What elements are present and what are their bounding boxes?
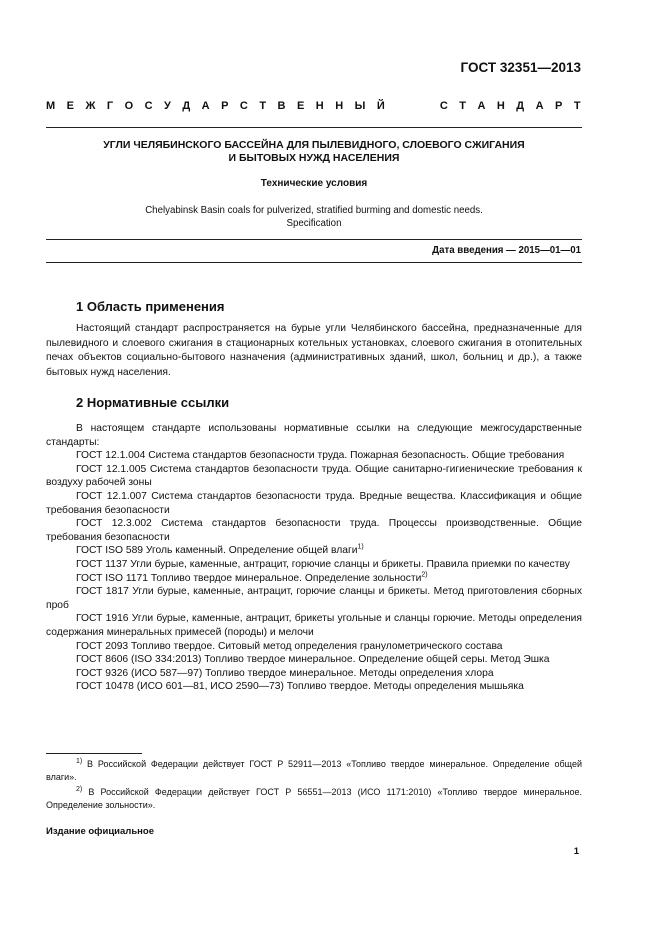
reference-item: ГОСТ 10478 (ИСО 601—81, ИСО 2590—73) Топливо твердое. Методы определения мышьяка [76,681,524,693]
banner-letter: Е [296,100,305,112]
reference-item: ГОСТ 1817 Угли бурые, каменные, антрацит, горючие сланцы и брикеты. Метод приготовления сборных проб [46,586,582,611]
banner-letter: Р [555,100,563,112]
banner-letter: В [277,100,286,112]
footnote-2-mark: 2) [76,786,83,793]
title-line-2: И БЫТОВЫХ НУЖД НАСЕЛЕНИЯ [228,152,400,164]
banner-letter [411,100,414,112]
banner-letter: Ж [85,100,96,112]
footnote-2-text: В Российской Федерации действует ГОСТ Р 56551—2013 (ИСО 1171:2010) «Топливо твердое минеральное. Определение зольности». [46,787,582,810]
interstate-standard-banner [46,100,581,112]
footnote-1-mark: 1) [76,758,83,765]
page-number: 1 [573,846,579,857]
banner-letter: Ы [354,100,366,112]
header-rule-bottom [46,262,582,263]
banner-letter: Н [496,100,505,112]
reference-item: ГОСТ 12.3.002 Система стандартов безопасности труда. Процессы производственные. Общие требования безопасности [46,518,582,543]
reference-item: ГОСТ 9326 (ИСО 587—97) Топливо твердое минеральное. Методы определения хлора [76,667,494,679]
references-intro: В настоящем стандарте использованы нормативные ссылки на следующие межгосударственные стандарты: [46,423,582,448]
banner-letter: А [477,100,486,112]
banner-letter: Р [221,100,229,112]
banner-letter: С [239,100,248,112]
reference-item: ГОСТ 8606 (ISO 334:2013) Топливо твердое минеральное. Определение общей серы. Метод Эшка [76,654,550,666]
banner-letter: Г [106,100,114,112]
banner-letter: Т [573,100,581,112]
footnote-2 [46,786,582,812]
reference-item: ГОСТ 1137 Угли бурые, каменные, антрацит, горючие сланцы и брикеты. Правила приемки по качеству [76,558,570,570]
banner-letter: Т [259,100,267,112]
footnotes [46,758,582,814]
footnote-separator [46,753,142,754]
banner-letter: С [439,100,448,112]
banner-letter: Й [376,100,385,112]
footnote-mark-2[interactable]: 2) [421,571,428,579]
section-2-heading: 2 Нормативные ссылки [76,395,230,410]
reference-item: ГОСТ 12.1.005 Система стандартов безопасности труда. Общие санитарно-гигиенические требования к воздуху рабочей зоны [46,463,582,489]
footnote-1-text: В Российской Федерации действует ГОСТ Р 52911—2013 «Топливо твердое минеральное. Определение общей влаги». [46,759,582,782]
banner-letter: Д [182,100,191,112]
reference-item: ГОСТ 2093 Топливо твердое. Ситовый метод определения гранулометрического состава [76,640,503,652]
footnote-mark-1[interactable]: 1) [357,543,364,551]
banner-letter: Т [459,100,466,112]
english-title [46,204,582,230]
reference-item: ГОСТ 1916 Угли бурые, каменные, антрацит, брикеты угольные и сланцы горючие. Методы определения содержания минеральных примесей (породы) и мелочи [46,613,582,638]
normative-references [46,422,582,694]
banner-letter [425,100,428,112]
banner-letter: А [535,100,544,112]
reference-item: ГОСТ 12.1.007 Система стандартов безопасности труда. Вредные вещества. Классификация и общие требования безопасности [46,490,582,516]
banner-letter: Н [335,100,344,112]
reference-text: ГОСТ ISO 1171 Топливо твердое минеральное. Определение зольности [76,572,422,584]
reference-text: ГОСТ ISO 589 Уголь каменный. Определение общей влаги [76,545,358,557]
banner-letter: С [144,100,153,112]
section-1-paragraph: Настоящий стандарт распространяется на бурые угли Челябинского бассейна, предназначенные для пылевидного и слоевого сжигания в стационарных котельных установках, слоевого сжигания в отопительных печах объектов социально-бытового назначения (административных зданий, школ, больниц и др.), а также бытовых нужд населения. [46,323,582,378]
official-edition-label: Издание официальное [46,826,154,837]
section-1-text [46,322,582,380]
header-rule-top [46,127,582,128]
english-title-line-1: Chelyabinsk Basin coals for pulverized, stratified burming and domestic needs. [145,205,483,216]
document-title [46,139,582,165]
reference-item-with-footnote [46,544,582,558]
title-line-1: УГЛИ ЧЕЛЯБИНСКОГО БАССЕЙНА ДЛЯ ПЫЛЕВИДНОГО, СЛОЕВОГО СЖИГАНИЯ [103,139,525,151]
banner-letter: М [46,100,56,112]
introduction-date: Дата введения — 2015—01—01 [432,245,581,256]
banner-letter: Е [66,100,74,112]
document-subtitle: Технические условия [260,178,368,189]
banner-letter [396,100,399,112]
banner-letter: О [124,100,134,112]
reference-item: ГОСТ 12.1.004 Система стандартов безопасности труда. Пожарная безопасность. Общие требования [76,450,565,462]
banner-letter: Н [315,100,324,112]
footnote-1 [46,758,582,784]
reference-item-with-footnote [46,572,582,586]
banner-letter: Д [516,100,525,112]
section-1-heading: 1 Область применения [76,299,225,314]
standard-number: ГОСТ 32351—2013 [460,60,581,75]
banner-letter: У [164,100,171,112]
header-rule-middle [46,239,582,240]
english-title-line-2: Specification [286,218,342,229]
banner-letter: А [201,100,210,112]
